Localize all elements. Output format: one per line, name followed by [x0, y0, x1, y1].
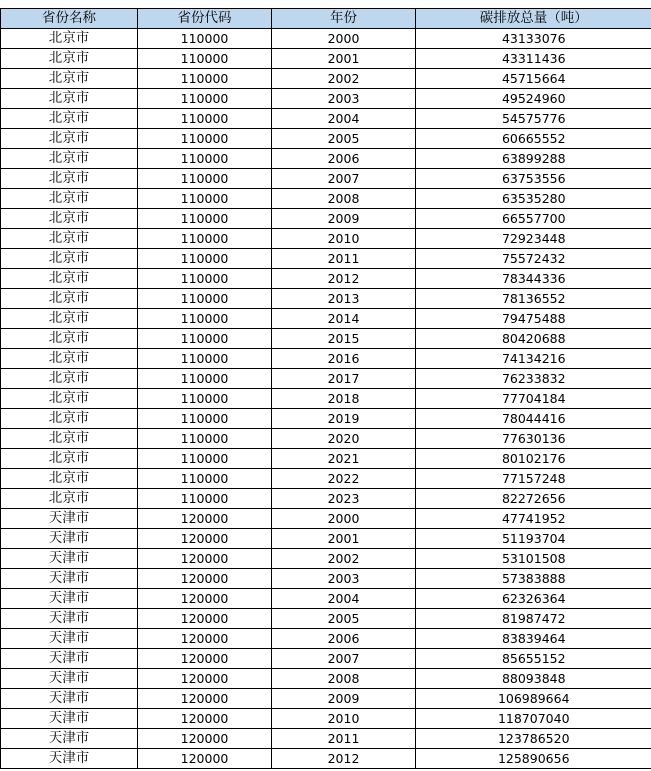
cell-carbon-emissions[interactable]: 51193704: [416, 529, 651, 549]
cell-province-code[interactable]: 120000: [138, 569, 272, 589]
cell-province-code[interactable]: 110000: [138, 489, 272, 509]
cell-year[interactable]: 2020: [272, 429, 416, 449]
cell-province-name[interactable]: 天津市: [1, 729, 138, 749]
cell-carbon-emissions[interactable]: 78344336: [416, 269, 651, 289]
cell-province-code[interactable]: 120000: [138, 589, 272, 609]
table-row: [1, 549, 651, 569]
cell-province-name[interactable]: 北京市: [1, 109, 138, 129]
table-row: [1, 669, 651, 689]
cell-year[interactable]: 2014: [272, 309, 416, 329]
cell-province-name[interactable]: 北京市: [1, 309, 138, 329]
cell-province-code[interactable]: 110000: [138, 49, 272, 69]
cell-province-name[interactable]: 北京市: [1, 369, 138, 389]
cell-carbon-emissions[interactable]: 78044416: [416, 409, 651, 429]
table-row: [1, 49, 651, 69]
table-row: [1, 469, 651, 489]
table-row: [1, 309, 651, 329]
cell-year[interactable]: 2001: [272, 529, 416, 549]
cell-province-code[interactable]: 120000: [138, 729, 272, 749]
cell-province-code[interactable]: 110000: [138, 349, 272, 369]
cell-province-name[interactable]: 北京市: [1, 29, 138, 49]
cell-year[interactable]: 2023: [272, 489, 416, 509]
cell-province-name[interactable]: 天津市: [1, 709, 138, 729]
table-row: [1, 709, 651, 729]
cell-province-name[interactable]: 北京市: [1, 409, 138, 429]
cell-carbon-emissions[interactable]: 47741952: [416, 509, 651, 529]
cell-province-code[interactable]: 120000: [138, 549, 272, 569]
cell-province-code[interactable]: 110000: [138, 89, 272, 109]
cell-carbon-emissions[interactable]: 79475488: [416, 309, 651, 329]
table-row: [1, 729, 651, 749]
cell-carbon-emissions[interactable]: 82272656: [416, 489, 651, 509]
cell-year[interactable]: 2000: [272, 509, 416, 529]
table-row: [1, 149, 651, 169]
top-edge: [0, 0, 651, 8]
table-row: [1, 449, 651, 469]
cell-province-name[interactable]: 北京市: [1, 389, 138, 409]
table-row: [1, 409, 651, 429]
cell-year[interactable]: 2007: [272, 649, 416, 669]
cell-carbon-emissions[interactable]: 62326364: [416, 589, 651, 609]
table-row: [1, 29, 651, 49]
cell-province-name[interactable]: 天津市: [1, 529, 138, 549]
table-row: [1, 609, 651, 629]
table-row: [1, 369, 651, 389]
cell-province-code[interactable]: 110000: [138, 189, 272, 209]
cell-province-name[interactable]: 北京市: [1, 269, 138, 289]
cell-carbon-emissions[interactable]: 106989664: [416, 689, 651, 709]
cell-carbon-emissions[interactable]: 43311436: [416, 49, 651, 69]
cell-province-code[interactable]: 110000: [138, 469, 272, 489]
cell-year[interactable]: 2019: [272, 409, 416, 429]
cell-year[interactable]: 2005: [272, 129, 416, 149]
cell-province-name[interactable]: 北京市: [1, 49, 138, 69]
cell-province-code[interactable]: 120000: [138, 689, 272, 709]
table-row: [1, 269, 651, 289]
cell-year[interactable]: 2012: [272, 749, 416, 769]
cell-year[interactable]: 2010: [272, 229, 416, 249]
cell-province-name[interactable]: 北京市: [1, 149, 138, 169]
cell-carbon-emissions[interactable]: 74134216: [416, 349, 651, 369]
cell-year[interactable]: 2013: [272, 289, 416, 309]
cell-year[interactable]: 2005: [272, 609, 416, 629]
cell-province-code[interactable]: 110000: [138, 329, 272, 349]
cell-carbon-emissions[interactable]: 63899288: [416, 149, 651, 169]
table-row: [1, 529, 651, 549]
cell-province-code[interactable]: 110000: [138, 249, 272, 269]
cell-carbon-emissions[interactable]: 80420688: [416, 329, 651, 349]
cell-province-code[interactable]: 120000: [138, 649, 272, 669]
table-row: [1, 589, 651, 609]
cell-province-code[interactable]: 110000: [138, 109, 272, 129]
cell-carbon-emissions[interactable]: 125890656: [416, 749, 651, 769]
cell-province-code[interactable]: 120000: [138, 629, 272, 649]
header-carbon-emissions[interactable]: 碳排放总量（吨）: [416, 9, 651, 29]
cell-province-name[interactable]: 天津市: [1, 669, 138, 689]
cell-carbon-emissions[interactable]: 63753556: [416, 169, 651, 189]
table-row: [1, 489, 651, 509]
cell-carbon-emissions[interactable]: 88093848: [416, 669, 651, 689]
cell-year[interactable]: 2004: [272, 109, 416, 129]
cell-province-code[interactable]: 110000: [138, 229, 272, 249]
table-row: [1, 569, 651, 589]
cell-year[interactable]: 2009: [272, 209, 416, 229]
table-row: [1, 249, 651, 269]
cell-year[interactable]: 2003: [272, 569, 416, 589]
table-body: [1, 29, 651, 769]
cell-carbon-emissions[interactable]: 57383888: [416, 569, 651, 589]
cell-carbon-emissions[interactable]: 53101508: [416, 549, 651, 569]
cell-year[interactable]: 2011: [272, 249, 416, 269]
cell-year[interactable]: 2009: [272, 689, 416, 709]
cell-province-name[interactable]: 北京市: [1, 469, 138, 489]
cell-province-name[interactable]: 北京市: [1, 169, 138, 189]
cell-year[interactable]: 2006: [272, 629, 416, 649]
cell-carbon-emissions[interactable]: 81987472: [416, 609, 651, 629]
cell-carbon-emissions[interactable]: 77704184: [416, 389, 651, 409]
cell-carbon-emissions[interactable]: 72923448: [416, 229, 651, 249]
cell-carbon-emissions[interactable]: 83839464: [416, 629, 651, 649]
header-province-code[interactable]: 省份代码: [138, 9, 272, 29]
cell-province-code[interactable]: 110000: [138, 369, 272, 389]
cell-province-code[interactable]: 120000: [138, 669, 272, 689]
table-row: [1, 289, 651, 309]
cell-province-name[interactable]: 北京市: [1, 69, 138, 89]
cell-carbon-emissions[interactable]: 123786520: [416, 729, 651, 749]
cell-province-name[interactable]: 天津市: [1, 609, 138, 629]
cell-province-name[interactable]: 北京市: [1, 129, 138, 149]
cell-carbon-emissions[interactable]: 60665552: [416, 129, 651, 149]
cell-province-code[interactable]: 120000: [138, 529, 272, 549]
cell-year[interactable]: 2008: [272, 669, 416, 689]
header-year[interactable]: 年份: [272, 9, 416, 29]
cell-province-code[interactable]: 110000: [138, 149, 272, 169]
cell-province-name[interactable]: 天津市: [1, 509, 138, 529]
cell-year[interactable]: 2007: [272, 169, 416, 189]
cell-year[interactable]: 2018: [272, 389, 416, 409]
table-row: [1, 749, 651, 769]
cell-province-code[interactable]: 110000: [138, 169, 272, 189]
cell-year[interactable]: 2015: [272, 329, 416, 349]
cell-carbon-emissions[interactable]: 66557700: [416, 209, 651, 229]
cell-year[interactable]: 2002: [272, 549, 416, 569]
table-row: [1, 89, 651, 109]
cell-year[interactable]: 2012: [272, 269, 416, 289]
cell-year[interactable]: 2011: [272, 729, 416, 749]
cell-year[interactable]: 2021: [272, 449, 416, 469]
cell-province-name[interactable]: 北京市: [1, 449, 138, 469]
cell-year[interactable]: 2003: [272, 89, 416, 109]
cell-province-code[interactable]: 120000: [138, 509, 272, 529]
cell-carbon-emissions[interactable]: 118707040: [416, 709, 651, 729]
cell-province-code[interactable]: 110000: [138, 449, 272, 469]
table-row: [1, 349, 651, 369]
cell-year[interactable]: 2017: [272, 369, 416, 389]
table-row: [1, 189, 651, 209]
table-row: [1, 129, 651, 149]
cell-province-code[interactable]: 110000: [138, 289, 272, 309]
cell-carbon-emissions[interactable]: 78136552: [416, 289, 651, 309]
cell-province-name[interactable]: 天津市: [1, 689, 138, 709]
cell-province-name[interactable]: 天津市: [1, 549, 138, 569]
cell-province-code[interactable]: 110000: [138, 409, 272, 429]
cell-carbon-emissions[interactable]: 77630136: [416, 429, 651, 449]
cell-province-name[interactable]: 北京市: [1, 209, 138, 229]
table-row: [1, 689, 651, 709]
cell-province-name[interactable]: 天津市: [1, 649, 138, 669]
cell-province-name[interactable]: 天津市: [1, 629, 138, 649]
data-table: [0, 8, 651, 769]
cell-year[interactable]: 2006: [272, 149, 416, 169]
table-row: [1, 229, 651, 249]
cell-year[interactable]: 2001: [272, 49, 416, 69]
header-province-name[interactable]: 省份名称: [1, 9, 138, 29]
cell-carbon-emissions[interactable]: 85655152: [416, 649, 651, 669]
cell-province-code[interactable]: 110000: [138, 129, 272, 149]
cell-province-name[interactable]: 北京市: [1, 329, 138, 349]
cell-carbon-emissions[interactable]: 80102176: [416, 449, 651, 469]
table-row: [1, 649, 651, 669]
cell-carbon-emissions[interactable]: 54575776: [416, 109, 651, 129]
cell-province-name[interactable]: 北京市: [1, 289, 138, 309]
cell-province-code[interactable]: 110000: [138, 269, 272, 289]
table-row: [1, 329, 651, 349]
cell-carbon-emissions[interactable]: 77157248: [416, 469, 651, 489]
cell-province-name[interactable]: 天津市: [1, 569, 138, 589]
table-row: [1, 69, 651, 89]
cell-province-code[interactable]: 120000: [138, 749, 272, 769]
cell-carbon-emissions[interactable]: 76233832: [416, 369, 651, 389]
cell-carbon-emissions[interactable]: 75572432: [416, 249, 651, 269]
table-row: [1, 429, 651, 449]
cell-year[interactable]: 2004: [272, 589, 416, 609]
cell-province-code[interactable]: 120000: [138, 709, 272, 729]
cell-year[interactable]: 2000: [272, 29, 416, 49]
cell-province-name[interactable]: 北京市: [1, 249, 138, 269]
cell-carbon-emissions[interactable]: 49524960: [416, 89, 651, 109]
cell-year[interactable]: 2010: [272, 709, 416, 729]
cell-province-name[interactable]: 天津市: [1, 749, 138, 769]
cell-province-code[interactable]: 110000: [138, 309, 272, 329]
cell-year[interactable]: 2008: [272, 189, 416, 209]
table-row: [1, 629, 651, 649]
table-row: [1, 169, 651, 189]
cell-carbon-emissions[interactable]: 45715664: [416, 69, 651, 89]
cell-province-name[interactable]: 北京市: [1, 349, 138, 369]
cell-carbon-emissions[interactable]: 43133076: [416, 29, 651, 49]
table-row: [1, 389, 651, 409]
cell-year[interactable]: 2016: [272, 349, 416, 369]
cell-province-name[interactable]: 北京市: [1, 89, 138, 109]
table-row: [1, 209, 651, 229]
cell-province-code[interactable]: 110000: [138, 209, 272, 229]
cell-province-code[interactable]: 110000: [138, 389, 272, 409]
table-row: [1, 509, 651, 529]
cell-province-name[interactable]: 北京市: [1, 429, 138, 449]
cell-year[interactable]: 2022: [272, 469, 416, 489]
cell-province-name[interactable]: 北京市: [1, 489, 138, 509]
cell-province-name[interactable]: 北京市: [1, 189, 138, 209]
cell-province-name[interactable]: 天津市: [1, 589, 138, 609]
cell-carbon-emissions[interactable]: 63535280: [416, 189, 651, 209]
cell-province-name[interactable]: 北京市: [1, 229, 138, 249]
cell-province-code[interactable]: 110000: [138, 429, 272, 449]
cell-province-code[interactable]: 120000: [138, 609, 272, 629]
cell-province-code[interactable]: 110000: [138, 29, 272, 49]
table-row: [1, 109, 651, 129]
cell-province-code[interactable]: 110000: [138, 69, 272, 89]
header-row: [1, 9, 651, 29]
cell-year[interactable]: 2002: [272, 69, 416, 89]
